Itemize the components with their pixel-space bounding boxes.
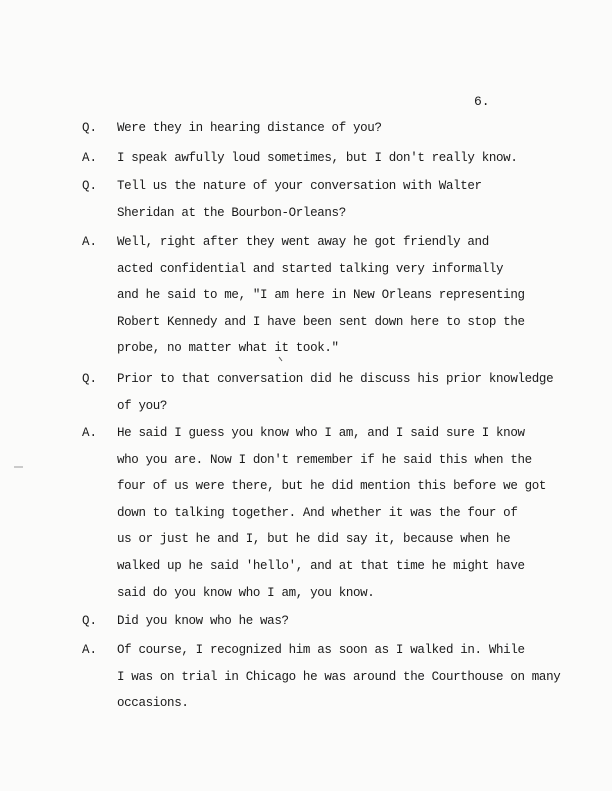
stray-tick-mark: [278, 356, 284, 362]
speaker-label: A.: [82, 151, 98, 165]
entry-text: He said I guess you know who I am, and I said sure I know who you are. Now I don't remember if he said this when the four of us were there, but he did mention this before we got down to talking together. And whether it was the four of us or just he and I, but he did say it, because when he walked up he said 'hello', and at that time he might have said do you know who I am, you know.: [117, 426, 547, 600]
entry-text: Well, right after they went away he got friendly and acted confidential and started talking very informally and he said to me, "I am here in New Orleans representing Robert Kennedy and I have been sent down here to stop the probe, no matter what it took.": [117, 235, 525, 356]
speaker-label: Q.: [82, 179, 98, 193]
speaker-label: A.: [82, 643, 98, 657]
speaker-label: Q.: [82, 614, 98, 628]
speaker-label: Q.: [82, 372, 98, 386]
margin-scan-mark: [14, 465, 24, 469]
entry-text: Tell us the nature of your conversation with Walter Sheridan at the Bourbon-Orleans?: [117, 179, 482, 220]
entry-text: Did you know who he was?: [117, 614, 289, 628]
entry-text: I speak awfully loud sometimes, but I don't really know.: [117, 151, 518, 165]
page-number: 6.: [474, 94, 490, 109]
speaker-label: A.: [82, 235, 98, 249]
entry-text: Were they in hearing distance of you?: [117, 121, 382, 135]
entry-text: Prior to that conversation did he discuss his prior knowledge of you?: [117, 372, 554, 413]
speaker-label: Q.: [82, 121, 98, 135]
speaker-label: A.: [82, 426, 98, 440]
entry-text: Of course, I recognized him as soon as I walked in. While I was on trial in Chicago he was around the Courthouse on many occasions.: [117, 643, 561, 711]
